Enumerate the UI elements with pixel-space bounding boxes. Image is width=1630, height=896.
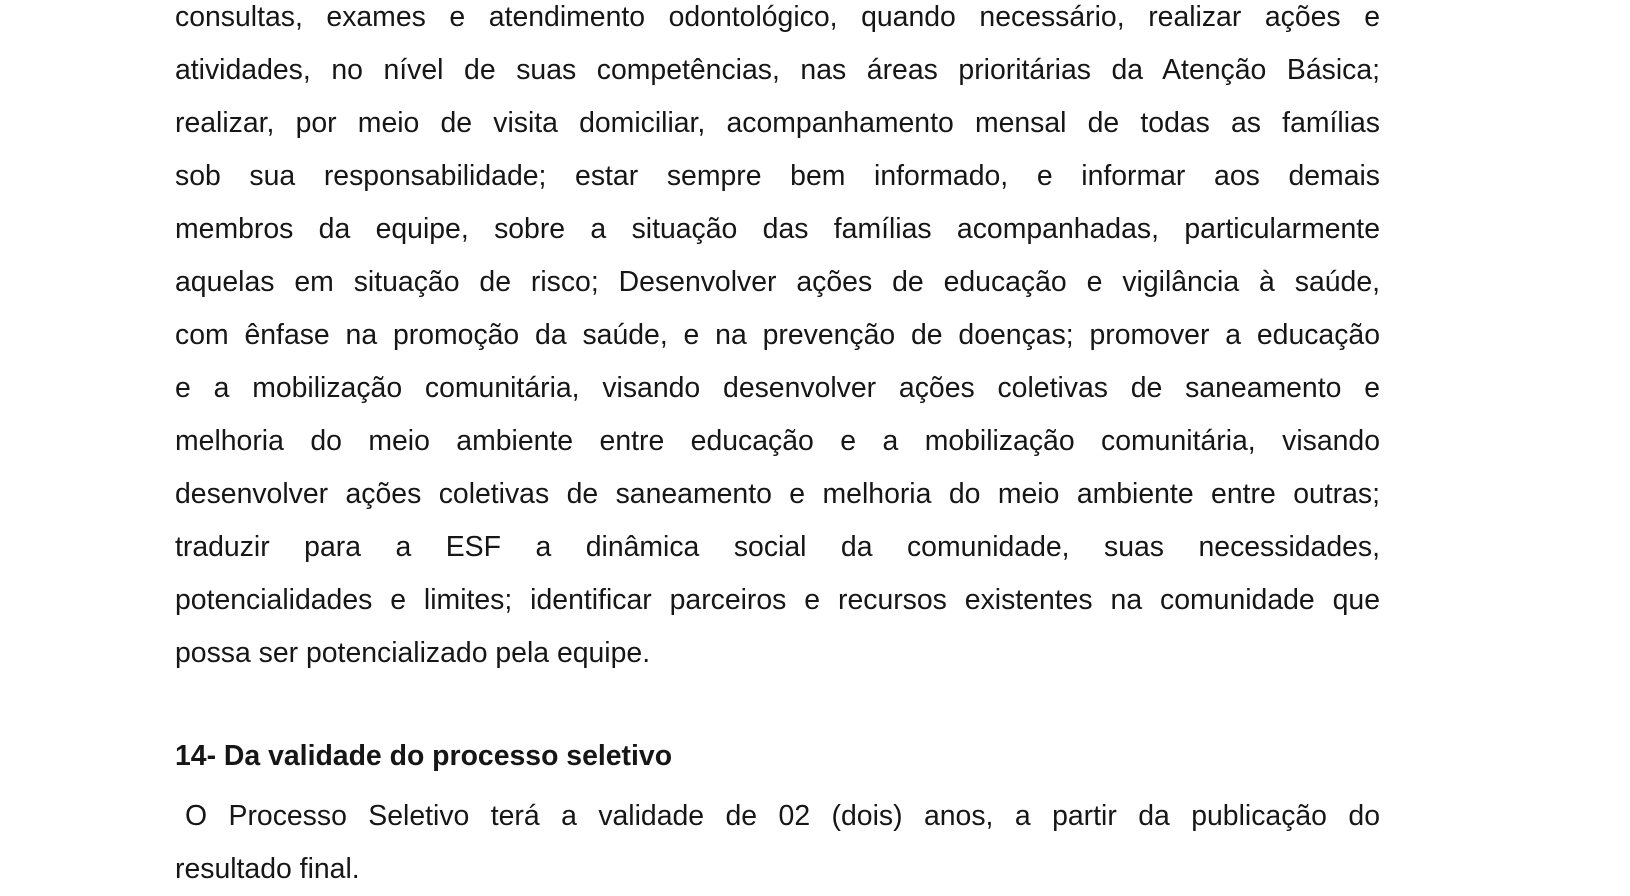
- paragraph-line: possa ser potencializado pela equipe.: [175, 637, 651, 669]
- paragraph-line: sob sua responsabilidade; estar sempre bem informado, e informar aos demais: [175, 160, 1380, 192]
- paragraph-line: atividades, no nível de suas competências, nas áreas prioritárias da Atenção Básica;: [175, 54, 1380, 86]
- paragraph-line: resultado final.: [175, 853, 360, 885]
- section-14-paragraph: [175, 790, 1380, 896]
- section-14-heading: 14- Da validade do processo seletivo: [175, 740, 673, 772]
- responsibilities-paragraph: [175, 0, 1380, 680]
- paragraph-line: desenvolver ações coletivas de saneamento e melhoria do meio ambiente entre outras;: [175, 478, 1380, 510]
- paragraph-line: traduzir para a ESF a dinâmica social da comunidade, suas necessidades,: [175, 531, 1380, 563]
- paragraph-line: potencialidades e limites; identificar parceiros e recursos existentes na comunidade que: [175, 584, 1380, 616]
- paragraph-line: com ênfase na promoção da saúde, e na prevenção de doenças; promover a educação: [175, 319, 1380, 351]
- paragraph-line: aquelas em situação de risco; Desenvolver ações de educação e vigilância à saúde,: [175, 266, 1380, 298]
- paragraph-line: e a mobilização comunitária, visando desenvolver ações coletivas de saneamento e: [175, 372, 1380, 404]
- paragraph-line: O Processo Seletivo terá a validade de 02 (dois) anos, a partir da publicação do: [185, 800, 1380, 832]
- paragraph-line: melhoria do meio ambiente entre educação e a mobilização comunitária, visando: [175, 425, 1380, 457]
- paragraph-line: realizar, por meio de visita domiciliar, acompanhamento mensal de todas as famílias: [175, 107, 1380, 139]
- paragraph-line: membros da equipe, sobre a situação das famílias acompanhadas, particularmente: [175, 213, 1380, 245]
- paragraph-line: consultas, exames e atendimento odontológico, quando necessário, realizar ações e: [175, 1, 1380, 33]
